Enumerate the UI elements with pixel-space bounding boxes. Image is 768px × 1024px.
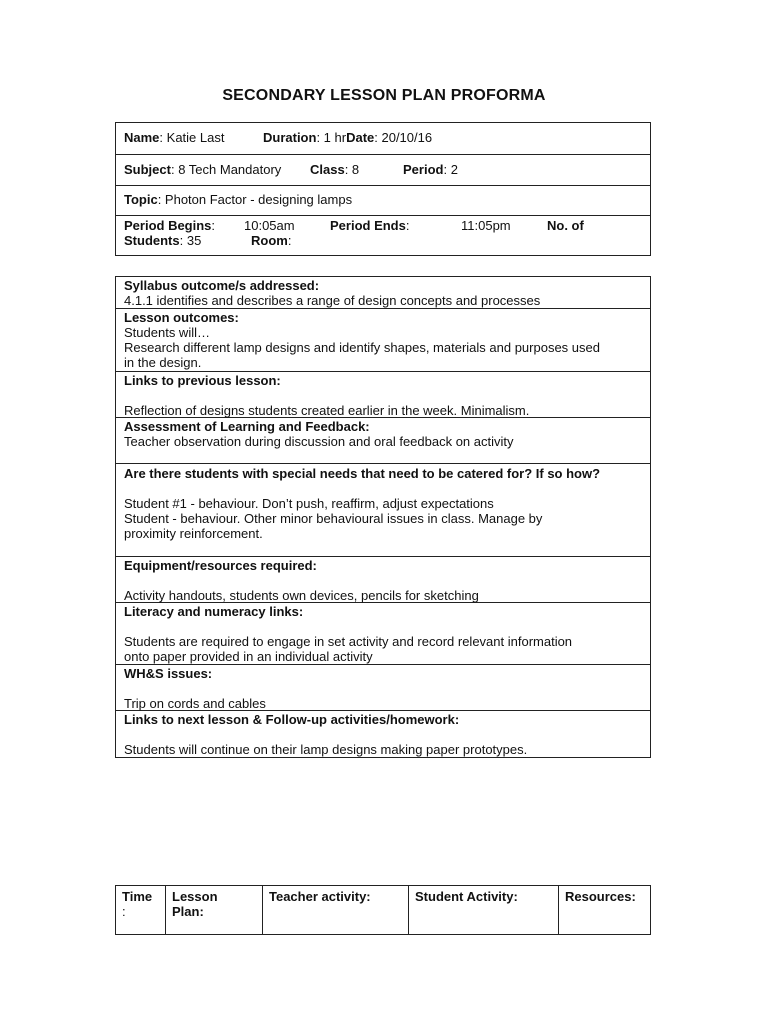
syllabus-heading: Syllabus outcome/s addressed: (124, 278, 320, 293)
period-begins-value: 10:05am (244, 218, 295, 233)
lesson-header: Lesson (172, 889, 218, 904)
student-activity-header: Student Activity: (415, 889, 518, 904)
next-lesson-section (116, 711, 650, 757)
students-label: Students (124, 233, 180, 248)
resources-column-header (559, 886, 650, 934)
date-value: : 20/10/16 (374, 130, 433, 145)
date-label: Date (346, 130, 375, 145)
lesson-plan-header: Plan: (172, 904, 204, 919)
special-needs-heading: Are there students with special needs that need to be catered for? If so how? (124, 466, 601, 481)
name-duration-row (116, 123, 650, 155)
special-needs-section (116, 464, 650, 557)
period-begins-colon: : (211, 218, 216, 233)
time-header-colon: : (122, 904, 126, 919)
assessment-heading: Assessment of Learning and Feedback: (124, 419, 370, 434)
previous-lesson-line: Reflection of designs students created earlier in the week. Minimalism. (124, 403, 530, 418)
topic-label: Topic (124, 192, 158, 207)
schedule-table (115, 885, 651, 935)
literacy-section (116, 603, 650, 665)
special-needs-line: proximity reinforcement. (124, 526, 263, 541)
syllabus-line: 4.1.1 identifies and describes a range of design concepts and processes (124, 293, 541, 308)
subject-value: : 8 Tech Mandatory (170, 162, 282, 177)
literacy-line: onto paper provided in an individual activity (124, 649, 373, 664)
period-ends-value: 11:05pm (461, 218, 511, 233)
name-label: Name (124, 130, 160, 145)
class-value: : 8 (344, 162, 360, 177)
subject-class-row (116, 155, 650, 186)
equipment-line: Activity handouts, students own devices, pencils for sketching (124, 588, 479, 603)
time-column-header (116, 886, 166, 934)
duration-value: : 1 hr (316, 130, 347, 145)
equipment-section (116, 557, 650, 603)
lesson-plan-table (115, 276, 651, 758)
teacher-activity-header: Teacher activity: (269, 889, 371, 904)
room-label: Room (251, 233, 288, 248)
lesson-plan-column-header (166, 886, 263, 934)
assessment-section (116, 418, 650, 464)
topic-value: : Photon Factor - designing lamps (157, 192, 353, 207)
syllabus-section (116, 277, 650, 309)
student-activity-column-header (409, 886, 559, 934)
next-lesson-line: Students will continue on their lamp designs making paper prototypes. (124, 742, 528, 757)
no-of-label: No. of (547, 218, 584, 233)
special-needs-line: Student #1 - behaviour. Don’t push, reaffirm, adjust expectations (124, 496, 494, 511)
lesson-outcomes-heading: Lesson outcomes: (124, 310, 239, 325)
lesson-outcomes-line: Research different lamp designs and identify shapes, materials and purposes used (124, 340, 600, 355)
previous-lesson-section (116, 372, 650, 418)
period-times-row (116, 216, 650, 255)
resources-header: Resources: (565, 889, 636, 904)
room-value: : (287, 233, 292, 248)
literacy-line: Students are required to engage in set activity and record relevant information (124, 634, 573, 649)
lesson-outcomes-line: in the design. (124, 355, 202, 370)
period-label: Period (403, 162, 444, 177)
whs-heading: WH&S issues: (124, 666, 213, 681)
equipment-heading: Equipment/resources required: (124, 558, 317, 573)
period-ends-label: Period Ends (330, 218, 406, 233)
subject-label: Subject (124, 162, 171, 177)
period-value: : 2 (443, 162, 458, 177)
literacy-heading: Literacy and numeracy links: (124, 604, 304, 619)
lesson-details-table (115, 122, 651, 256)
next-lesson-heading: Links to next lesson & Follow-up activities/homework: (124, 712, 460, 727)
page-title: SECONDARY LESSON PLAN PROFORMA (222, 87, 546, 104)
lesson-outcomes-line: Students will… (124, 325, 210, 340)
special-needs-line: Student - behaviour. Other minor behavioural issues in class. Manage by (124, 511, 543, 526)
lesson-outcomes-section (116, 309, 650, 372)
period-ends-colon: : (405, 218, 410, 233)
period-begins-label: Period Begins (124, 218, 212, 233)
students-value: : 35 (179, 233, 202, 248)
previous-lesson-heading: Links to previous lesson: (124, 373, 281, 388)
topic-row (116, 186, 650, 216)
duration-label: Duration (263, 130, 317, 145)
teacher-activity-column-header (263, 886, 409, 934)
whs-section (116, 665, 650, 711)
name-value: : Katie Last (159, 130, 225, 145)
assessment-line: Teacher observation during discussion and oral feedback on activity (124, 434, 514, 449)
time-header: Time (122, 889, 153, 904)
whs-line: Trip on cords and cables (124, 696, 266, 711)
class-label: Class (310, 162, 345, 177)
